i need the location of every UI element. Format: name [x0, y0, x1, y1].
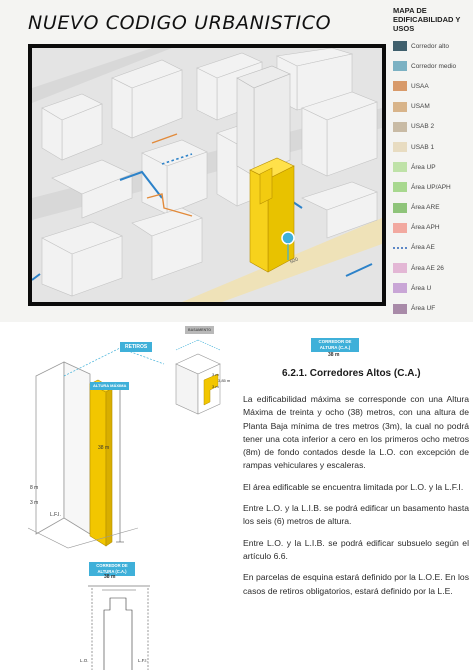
legend-item: [393, 258, 473, 278]
basamento-tag: BASAMENTO: [185, 326, 214, 334]
legend-swatch: [393, 61, 407, 71]
page-title: NUEVO CODIGO URBANISTICO: [28, 12, 332, 34]
legend-item: [393, 76, 473, 96]
corredor-height-top: 38 m: [328, 352, 340, 358]
legend-swatch: [393, 102, 407, 112]
legend-label: Área ARE: [411, 204, 440, 212]
street-number: 500: [289, 256, 300, 266]
legend-swatch: [393, 182, 407, 192]
legend-label: Área UF: [411, 305, 436, 313]
city-map-svg: [32, 48, 382, 302]
left-dim-3m: 3 m: [30, 500, 39, 506]
legend-swatch: [393, 122, 407, 132]
legend-swatch: [393, 304, 407, 314]
article-paragraph: Entre L.O. y la L.I.B. se podrá edificar un basamento hasta los seis (6) metros de altura.: [243, 503, 469, 527]
map-section: [0, 0, 473, 322]
legend-label: Área UP/APH: [411, 183, 451, 191]
legend-item: [393, 238, 473, 258]
legend-label: USAB 1: [411, 143, 435, 151]
legend-label: Área APH: [411, 224, 440, 232]
article-paragraph: El área edificable se encuentra limitada por L.O. y la L.F.I.: [243, 481, 464, 492]
legend-item: [393, 117, 473, 137]
left-dim-8m: 8 m: [30, 485, 39, 491]
article-paragraph: En parcelas de esquina estará definido por la L.O.E. En los casos de retiros obligatorios, estará definido por la L.E.: [243, 572, 469, 596]
legend-swatch: [393, 41, 407, 51]
side-dim-1: 3 m: [212, 372, 219, 377]
article-body: [243, 393, 469, 606]
side-dim-2: 3,85 m: [218, 378, 231, 383]
legend-label: USAB 2: [411, 123, 435, 131]
legend-swatch: [393, 263, 407, 273]
legend-item: [393, 97, 473, 117]
legend-title: MAPA DE EDIFICABILIDAD Y USOS: [393, 6, 461, 33]
corredor-tag-top: CORREDOR DE ALTURA (C.A.): [311, 338, 359, 352]
legend-swatch: [393, 203, 407, 213]
corredor-tag-left: CORREDOR DE ALTURA (C.A.): [89, 562, 135, 576]
legend-swatch: [393, 81, 407, 91]
legend-swatch: [393, 162, 407, 172]
legend-label: USAM: [411, 103, 430, 111]
legend-swatch: [393, 243, 407, 253]
legend-swatch: [393, 223, 407, 233]
retiros-indicator: [60, 346, 170, 386]
legend-item: [393, 177, 473, 197]
bottom-dim-lo: L.O.: [80, 658, 89, 663]
legend: [393, 6, 473, 319]
legend-item: [393, 278, 473, 298]
legend-item: [393, 36, 473, 56]
height-dimension-label: 38 m: [98, 445, 110, 451]
legend-item: [393, 298, 473, 318]
bottom-dim-lfi: L.F.I.: [138, 658, 148, 663]
legend-label: Corredor alto: [411, 42, 449, 50]
article-title: 6.2.1. Corredores Altos (C.A.): [282, 368, 421, 379]
facade-section-diagram: [80, 580, 160, 670]
article-paragraph: Entre L.O. y la L.I.B. se podrá edificar subsuelo según el artículo 6.6.: [243, 537, 469, 561]
legend-items: [393, 36, 473, 319]
legend-item: [393, 157, 473, 177]
legend-item: [393, 218, 473, 238]
corredor-height-left: 38 m: [104, 574, 116, 580]
legend-label: Área AE: [411, 244, 435, 252]
side-dim-3: 3 m: [212, 384, 219, 389]
legend-swatch: [393, 142, 407, 152]
legend-swatch: [393, 283, 407, 293]
legend-item: [393, 137, 473, 157]
city-3d-map[interactable]: [28, 44, 386, 306]
legend-label: USAA: [411, 82, 429, 90]
retiros-tag: RETIROS: [120, 342, 152, 352]
altura-maxima-tag: ALTURA MÁXIMA: [90, 382, 129, 390]
left-dim-lfi: L.F.I.: [50, 512, 61, 518]
legend-label: Área UP: [411, 163, 436, 171]
article-paragraph: La edificabilidad máxima se corresponde con una Altura Máxima de treinta y ocho (38) metros, con una altura de Planta Baja mínima de tres metros (3m), la cual no podrá tener una cota inferior a cero en los primeros ocho metros (8m) de fondo contados desde la L.O. con excepción de rampas vehiculares y escaleras.: [243, 394, 469, 471]
stepped-building-diagram: [168, 334, 240, 418]
legend-label: Área U: [411, 284, 432, 292]
legend-label: Área AE 26: [411, 264, 444, 272]
legend-item: [393, 56, 473, 76]
legend-label: Corredor medio: [411, 62, 457, 70]
legend-item: [393, 198, 473, 218]
